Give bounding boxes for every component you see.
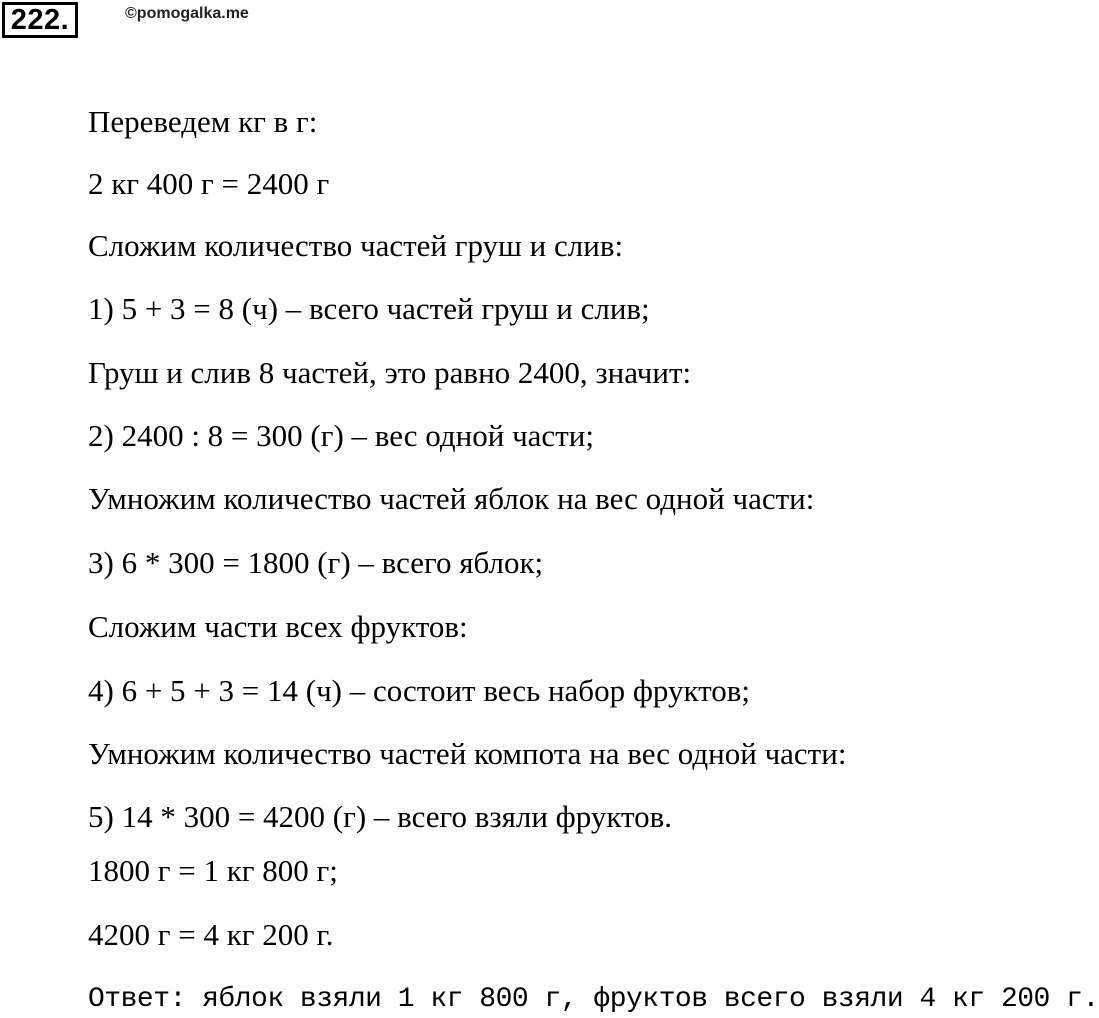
text-line: 2 кг 400 г = 2400 г (88, 166, 330, 201)
text-line: 3) 6 * 300 = 1800 (г) – всего яблок; (88, 545, 544, 580)
text-line: 1) 5 + 3 = 8 (ч) – всего частей груш и слив; (88, 291, 650, 326)
text-line: 2) 2400 : 8 = 300 (г) – вес одной части; (88, 418, 594, 453)
text-line: Умножим количество частей яблок на вес одной части: (88, 481, 815, 516)
text-line: 5) 14 * 300 = 4200 (г) – всего взяли фруктов. (88, 799, 673, 834)
text-line: Переведем кг в г: (88, 104, 318, 139)
watermark: ©pomogalka.me (125, 5, 249, 22)
text-line: Умножим количество частей компота на вес одной части: (88, 736, 847, 771)
problem-number: 222. (2, 2, 78, 38)
text-line: 1800 г = 1 кг 800 г; (88, 853, 338, 888)
text-line: Сложим части всех фруктов: (88, 609, 468, 644)
answer-line: Ответ: яблок взяли 1 кг 800 г, фруктов всего взяли 4 кг 200 г. (88, 984, 1099, 1015)
text-line: 4200 г = 4 кг 200 г. (88, 917, 334, 952)
text-line: Груш и слив 8 частей, это равно 2400, значит: (88, 355, 692, 390)
text-line: Сложим количество частей груш и слив: (88, 228, 624, 263)
text-line: 4) 6 + 5 + 3 = 14 (ч) – состоит весь набор фруктов; (88, 673, 751, 708)
